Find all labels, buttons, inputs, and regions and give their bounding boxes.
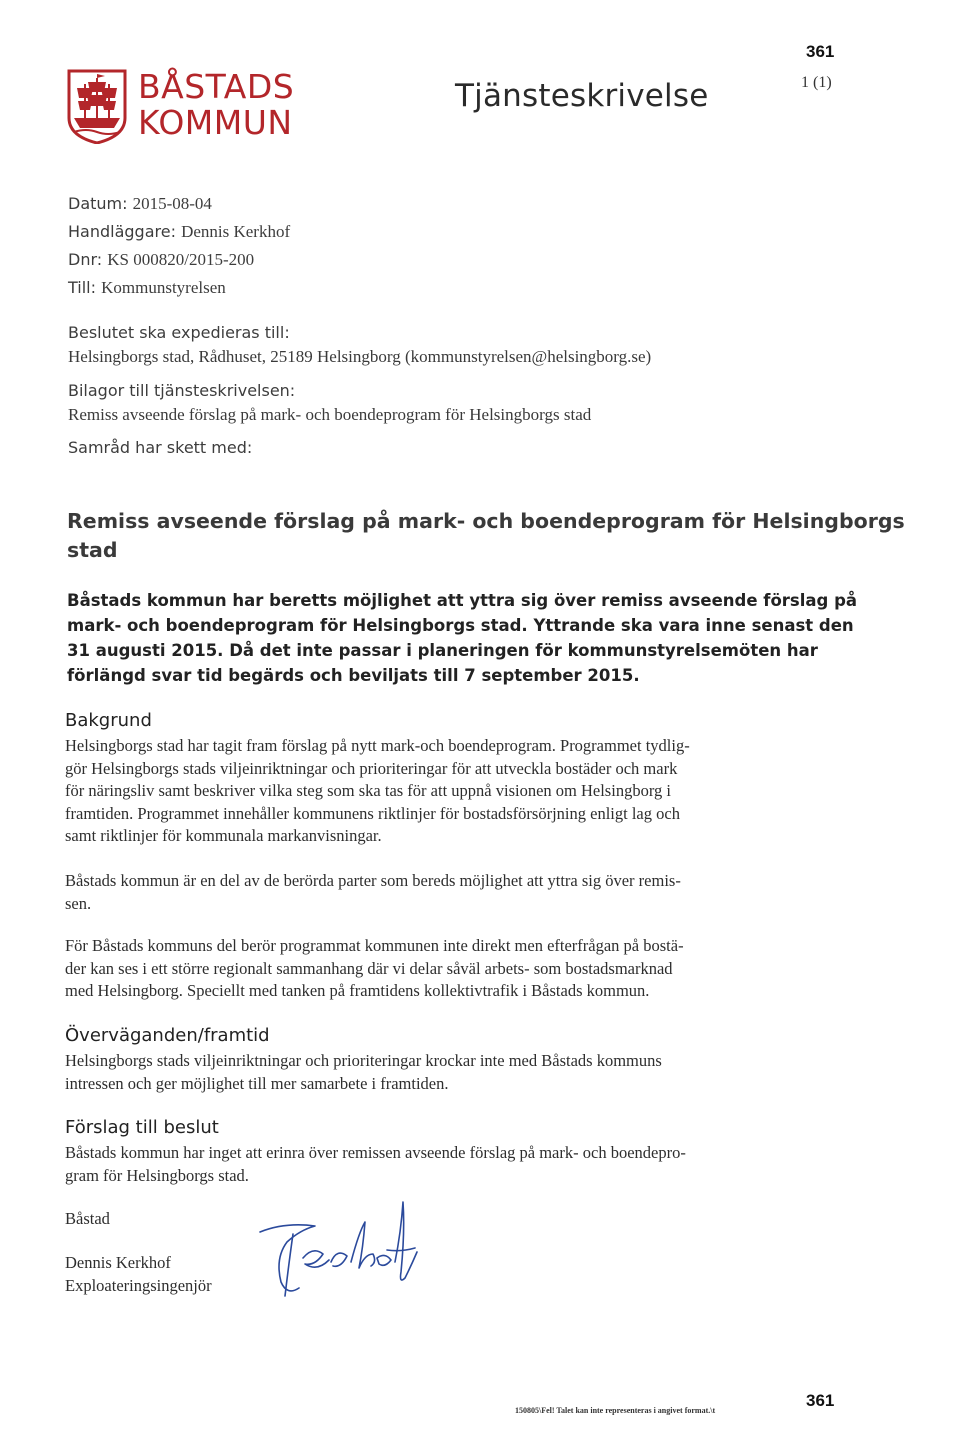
title-line-1: Remiss avseende förslag på mark- och boendeprogram för Helsingborgs: [67, 509, 905, 533]
dnr-label: Dnr:: [68, 250, 103, 269]
forslag-heading: Förslag till beslut: [65, 1117, 219, 1138]
bilagor-value: Remiss avseende förslag på mark- och boendeprogram för Helsingborgs stad: [68, 405, 592, 424]
footer-page-number: 361: [806, 1391, 835, 1410]
signature-place: Båstad: [65, 1209, 110, 1228]
bakgrund-paragraph-2: [65, 870, 835, 915]
overvagande-paragraph: [65, 1050, 835, 1095]
bakgrund-p1-line: gör Helsingborgs stads viljeinriktningar och prioriteringar för att utveckla bostäder och mark: [65, 758, 678, 778]
till-label: Till:: [68, 278, 97, 297]
bakgrund-paragraph-3: [65, 935, 835, 1003]
bakgrund-p1-line: Helsingborgs stad har tagit fram förslag på nytt mark-och boendeprogram. Programmet tydlig-: [65, 736, 690, 755]
meta-block: [68, 190, 290, 302]
expedieras-label: Beslutet ska expedieras till:: [68, 323, 290, 342]
overvagande-line: intressen och ger möjlighet till mer samarbete i framtiden.: [65, 1073, 449, 1093]
lead-line-4: förlängd svar tid begärds och beviljats till 7 september 2015.: [67, 666, 640, 685]
samrad-label: Samråd har skett med:: [68, 438, 253, 457]
footer-reference: 150805\Fel! Talet kan inte representeras i angivet format.\t: [515, 1406, 716, 1415]
till-row: [68, 274, 290, 302]
handlaggare-value: Dennis Kerkhof: [181, 222, 291, 241]
overvagande-heading: Överväganden/framtid: [65, 1025, 270, 1046]
lead-line-3: 31 augusti 2015. Då det inte passar i planeringen för kommunstyrelsemöten har: [67, 641, 818, 660]
bakgrund-p3-line: För Båstads kommuns del berör programmat kommunen inte direkt men efterfrågan på bostä-: [65, 936, 684, 955]
bakgrund-p3-line: med Helsingborg. Speciellt med tanken på framtidens kollektivtrafik i Båstads kommun.: [65, 981, 650, 1000]
handwritten-signature: [255, 1192, 425, 1302]
page-of: 1 (1): [801, 74, 832, 91]
forslag-paragraph: [65, 1142, 835, 1187]
municipality-logo: [66, 68, 316, 146]
bakgrund-p1-line: framtiden. Programmet innehåller kommunens riktlinjer för bostadsförsörjning enligt lag och: [65, 803, 680, 823]
signature-name: Dennis Kerkhof: [65, 1253, 171, 1272]
lead-line-2: mark- och boendeprogram för Helsingborgs stad. Yttrande ska vara inne senast den: [67, 616, 854, 635]
ship-crest-icon: [66, 68, 128, 144]
till-value: Kommunstyrelsen: [101, 278, 226, 297]
handlaggare-row: [68, 218, 290, 246]
bilagor-label: Bilagor till tjänsteskrivelsen:: [68, 381, 296, 400]
handlaggare-label: Handläggare:: [68, 222, 176, 241]
bakgrund-heading: Bakgrund: [65, 710, 152, 731]
signature-role: Exploateringsingenjör: [65, 1276, 212, 1295]
dnr-row: [68, 246, 290, 274]
dnr-value: KS 000820/2015-200: [107, 250, 255, 269]
datum-row: [68, 190, 290, 218]
document-title: [67, 507, 905, 565]
forslag-line: Båstads kommun har inget att erinra över remissen avseende förslag på mark- och boendepro-: [65, 1143, 686, 1162]
overvagande-line: Helsingborgs stads viljeinriktningar och prioriteringar krockar inte med Båstads kommuns: [65, 1051, 662, 1070]
bakgrund-p1-line: samt riktlinjer för kommunala markanvisningar.: [65, 826, 382, 845]
signature-icon: [255, 1192, 425, 1302]
expedieras-value: Helsingborgs stad, Rådhuset, 25189 Helsingborg (kommunstyrelsen@helsingborg.se): [68, 347, 652, 366]
bakgrund-p1-line: för näringsliv samt beskriver vilka steg som ska tas för att uppnå visionen om Helsingborg i: [65, 781, 671, 800]
bakgrund-p3-line: der kan ses i ett större regionalt sammanhang där vi delar såväl arbets- som bostadsmarknad: [65, 958, 673, 978]
document-type: Tjänsteskrivelse: [455, 78, 709, 114]
lead-line-1: Båstads kommun har beretts möjlighet att yttra sig över remiss avseende förslag på: [67, 591, 858, 610]
lead-paragraph: [67, 588, 858, 688]
forslag-line: gram för Helsingborgs stad.: [65, 1165, 249, 1185]
title-line-2: stad: [67, 538, 118, 562]
bakgrund-p2-line: Båstads kommun är en del av de berörda parter som bereds möjlighet att yttra sig över remis-: [65, 871, 681, 890]
bakgrund-paragraph-1: [65, 735, 835, 848]
datum-value: 2015-08-04: [132, 194, 212, 213]
datum-label: Datum:: [68, 194, 128, 213]
logo-line-2: KOMMUN: [138, 103, 293, 142]
page-number: 361: [806, 42, 835, 61]
bakgrund-p2-line: sen.: [65, 893, 92, 913]
logo-line-1: BÅSTADS: [138, 67, 295, 106]
